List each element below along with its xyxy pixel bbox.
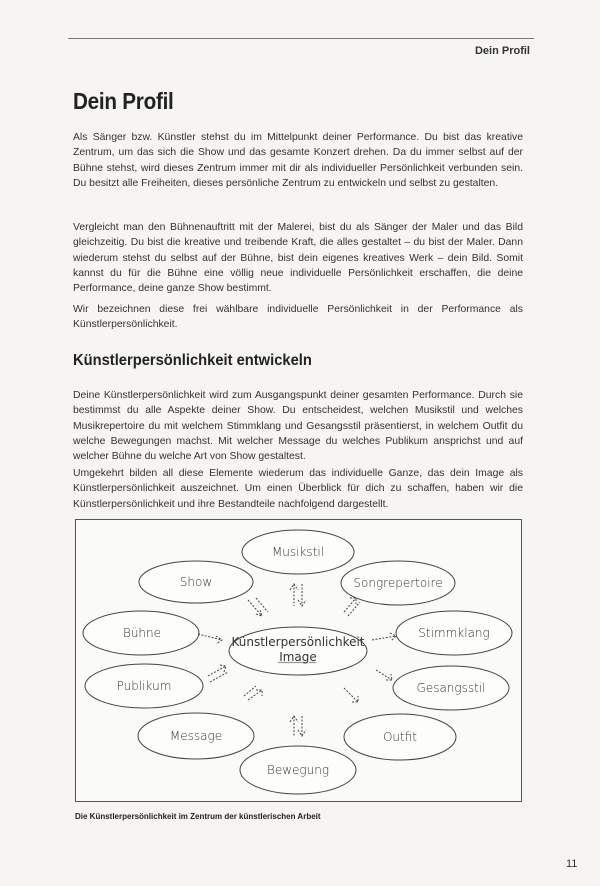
arrow-lower-right-1: [376, 670, 392, 680]
paragraph-1: Als Sänger bzw. Künstler stehst du im Mittelpunkt deiner Performance. Du bist das kreative Zentrum, um das sich die Show und das gesamte Konzert drehen. Da du immer selbst auf der Bühne stehst, wird dieses Zentrum immer mit dir als individueller Persönlichkeit verbunden sein. Du besitzt alle Freiheiten, dieses persönliche Zentrum zu entwickeln und selbst zu gestalten.: [73, 132, 523, 189]
paragraph-3: Wir bezeichnen diese frei wählbare individuelle Persönlichkeit in der Performance als Künstlerpersönlichkeit.: [73, 304, 523, 331]
arrow-left: [198, 634, 222, 644]
node-outfit: Outfit: [382, 730, 418, 744]
personality-diagram: [75, 519, 522, 802]
node-show: Show: [179, 575, 213, 589]
arrow-lower-left-1: [208, 665, 228, 682]
arrow-lower-right-2: [344, 688, 358, 702]
node-musikstil: Musikstil: [271, 545, 325, 559]
page-number: 11: [566, 858, 578, 870]
center-node: [231, 635, 364, 665]
arrow-lower-left-2: [244, 686, 262, 700]
node-publikum: Publikum: [116, 679, 172, 693]
arrow-right: [372, 633, 396, 641]
page-title: Dein Profil: [73, 88, 174, 114]
node-bewegung: Bewegung: [266, 763, 330, 777]
arrow-top: [290, 584, 306, 606]
node-message: Message: [169, 729, 223, 743]
center-node-title: Künstlerpersönlichkeit: [231, 635, 365, 649]
center-node-subtitle: Image: [279, 650, 317, 664]
paragraph-4: Deine Künstlerpersönlichkeit wird zum Ausgangspunkt deiner gesamten Performance. Durch sie bestimmst du alle Aspekte deiner Show. Du entscheidest, welchen Musikstil und welches Musikrepertoire du mit welchem Stimmklang und Gesangsstil präsentierst, in welchem Outfit du welche Bewegungen machst. Mit welcher Message du welches Publikum ansprichst und auf welcher Bühne du welche Art von Show gestaltest.: [73, 390, 523, 463]
running-head-title: Dein Profil: [474, 45, 530, 57]
section-heading: Künstlerpersönlichkeit entwickeln: [73, 352, 312, 369]
arrow-upper-right: [344, 598, 360, 616]
paragraph-2: Vergleicht man den Bühnenauftritt mit der Malerei, bist du als Sänger der Maler und das Bild gleichzeitig. Du bist die kreative und treibende Kraft, die alles gestaltet – du bist der Maler. Dann wiederum stehst du selbst auf der Bühne, bist dein eigenes kreatives Werk – dein Bild. Somit kannst du für die Bühne eine völlig neue individuelle Persönlichkeit erschaffen, die deine Performance, deine ganze Show bestimmt.: [73, 222, 523, 295]
node-stimmklang: Stimmklang: [418, 626, 490, 640]
arrow-upper-left: [248, 598, 268, 616]
node-gesangsstil: Gesangsstil: [416, 681, 486, 695]
node-buehne: Bühne: [122, 626, 162, 640]
running-head: [68, 38, 534, 57]
figure-caption: Die Künstlerpersönlichkeit im Zentrum der künstlerischen Arbeit: [75, 812, 321, 821]
node-songrepertoire: Songrepertoire: [353, 576, 443, 590]
paragraph-5: Umgekehrt bilden all diese Elemente wiederum das individuelle Ganze, das dein Image als Künstlerpersönlichkeit auszeichnet. Um einen Überblick für dich zu schaffen, haben wir die Künstlerpersönlichkeit und ihre Bestandteile nachfolgend dargestellt.: [73, 468, 523, 510]
arrow-bottom: [290, 716, 306, 736]
